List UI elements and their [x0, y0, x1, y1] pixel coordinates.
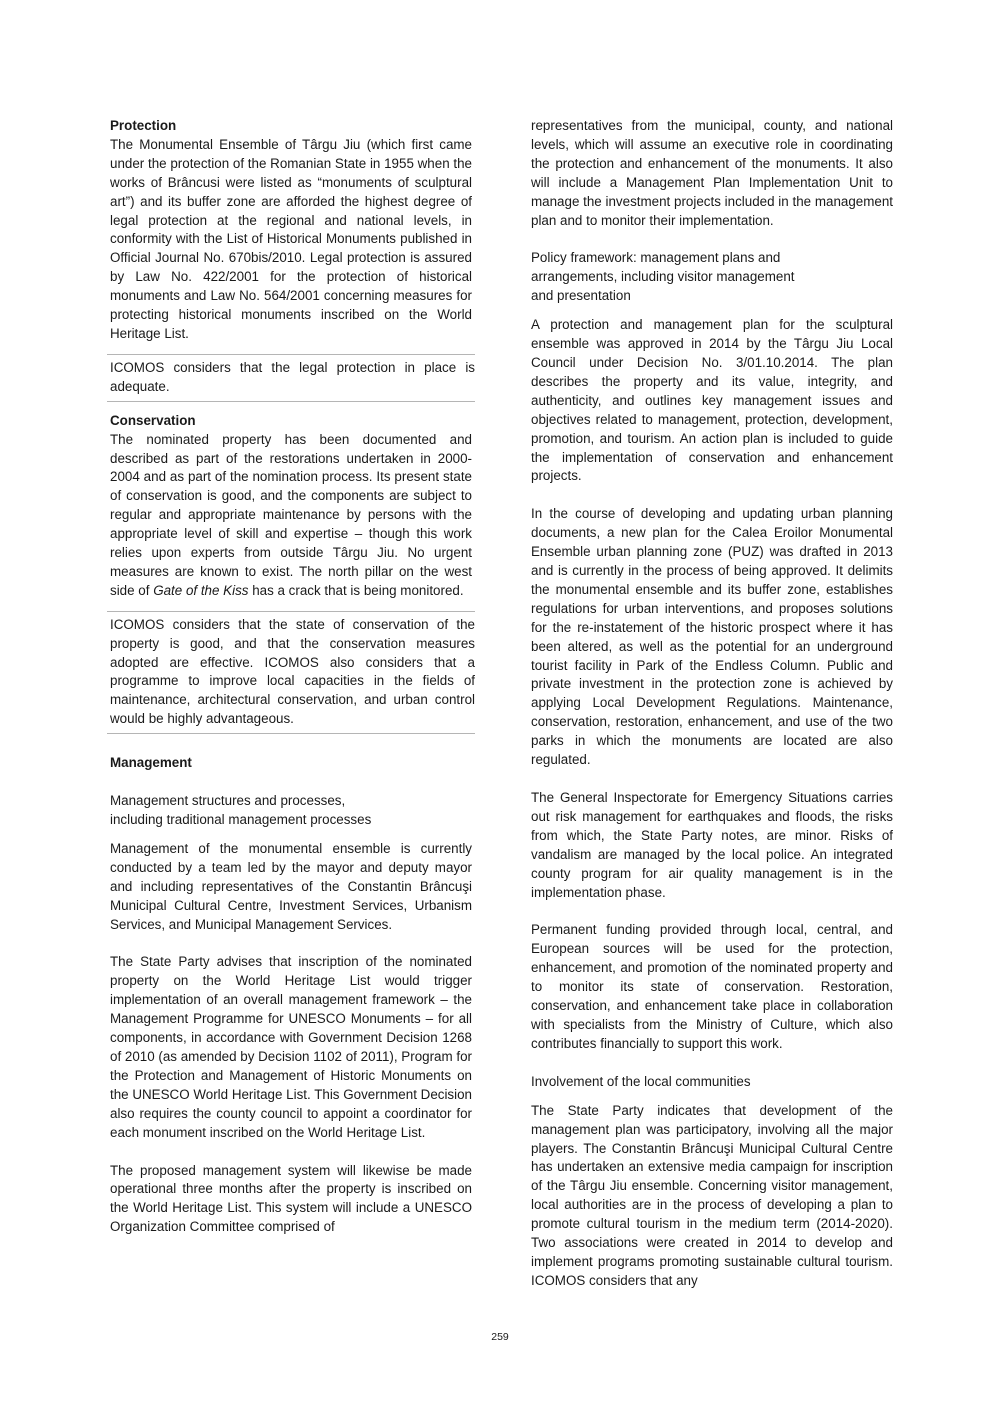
- policy-subheading-line1: Policy framework: management plans and: [531, 250, 781, 266]
- management-paragraph-3: The proposed management system will likewise be made operational three months after the property is inscribed on the World Heritage List. This system will include a UNESCO Organization Committee comprised of: [110, 1162, 472, 1235]
- right-paragraph-1: representatives from the municipal, county, and national levels, which will assume an executive role in coordinating the protection and enhancement of the monuments. It also will include a Management Plan Implementation Unit to manage the investment projects included in the management plan and to monitor their implementation.: [531, 118, 893, 228]
- conservation-text-before: The nominated property has been documented and described as part of the restorations undertaken in 2000-2004 and as part of the nomination process. Its present state of conservation is good, and the components are subject to regular and appropriate maintenance by persons with the appropriate level of skill and expertise – though this work relies upon experts from outside Târgu Jiu. No urgent measures are known to exist. The north pillar on the west side of: [110, 431, 472, 598]
- right-paragraph-3: In the course of developing and updating urban planning documents, a new plan for the Calea Eroilor Monumental Ensemble urban planning zone (PUZ) was drafted in 2013 and is currently in the process of being approved. It delimits the monumental ensemble and its buffer zone, establishes regulations for urban interventions, and proposes solutions for the re-instatement of the historic prospect where it has been altered, as well as the potential for an underground tourist facility in Park of the Endless Column. Public and private investment in the protection zone is achieved by applying Local Development Regulations. Maintenance, conservation, restoration, enhancement, and use of the two parks in which the monuments are located are also regulated.: [531, 506, 893, 768]
- conservation-icomos-box: [107, 611, 475, 734]
- page-number: 259: [491, 1331, 509, 1343]
- protection-heading: Protection: [110, 118, 177, 133]
- right-paragraph-6: The State Party indicates that development of the management plan was participatory, involving all the major players. The Constantin Brâncuşi Municipal Cultural Centre has undertaken an extensive media campaign for inscription of the Târgu Jiu ensemble. Concerning visitor management, local authorities are in the process of developing a plan to promote cultural tourism in the medium term (2014-2020). Two associations were created in 2014 to develop and implement programs promoting sustainable cultural tourism. ICOMOS considers that any: [531, 1102, 893, 1288]
- conservation-heading: Conservation: [110, 412, 196, 428]
- left-column: [110, 117, 475, 1237]
- involvement-subheading: Involvement of the local communities: [531, 1073, 751, 1089]
- conservation-text-italic: Gate of the Kiss: [153, 582, 249, 598]
- conservation-paragraph: [110, 431, 472, 601]
- right-column: [531, 117, 893, 1291]
- right-paragraph-5: Permanent funding provided through local, central, and European sources will be used for the protection, enhancement, and promotion of the nominated property and to monitor its state of conservation. Restoration, conservation, and enhancement take place in collaboration with specialists from the Ministry of Culture, which also contributes financially to support this work.: [531, 922, 893, 1051]
- management-subheading-line1: Management structures and processes,: [110, 793, 346, 809]
- protection-paragraph: The Monumental Ensemble of Târgu Jiu (which first came under the protection of the Romanian State in 1955 when the works of Brâncusi were listed as “monuments of sculptural art”) and its buffer zone are afforded the highest degree of legal protection at the regional and national levels, in conformity with the List of Historical Monuments published in Official Journal No. 670bis/2010. Legal protection is assured by Law No. 422/2001 for the protection of historical monuments and Law No. 564/2001 concerning measures for protecting historical monuments inscribed on the World Heritage List.: [110, 136, 472, 341]
- management-subheading-line2: including traditional management processes: [110, 812, 372, 827]
- conservation-icomos-text: ICOMOS considers that the state of conservation of the property is good, and that the conservation measures adopted are effective. ICOMOS also considers that a programme to improve local capacities in the fields of maintenance, architectural conservation, and urban control would be highly advantageous.: [110, 616, 475, 727]
- right-paragraph-2: A protection and management plan for the sculptural ensemble was approved in 2014 by the Târgu Jiu Local Council under Decision No. 3/01.10.2014. The plan describes the property and its value, integrity, and authenticity, and outlines key management issues and objectives related to management, protection, development, promotion, and tourism. An action plan is included to guide the implementation of conservation and enhancement projects.: [531, 317, 893, 484]
- protection-icomos-text: ICOMOS considers that the legal protection in place is adequate.: [110, 359, 475, 394]
- management-paragraph-2: The State Party advises that inscription of the nominated property on the World Heritage List would trigger implementation of an overall management framework – the Management Programme for UNESCO Monuments – for all components, in accordance with Government Decision 1268 of 2010 (as amended by Decision 1102 of 2011), Program for the Protection and Management of Historic Monuments on the UNESCO World Heritage List. This Government Decision also requires the county council to appoint a coordinator for each monument inscribed on the World Heritage List.: [110, 954, 473, 1140]
- policy-subheading-line3: and presentation: [531, 288, 631, 304]
- policy-subheading-line2: arrangements, including visitor management: [531, 269, 795, 285]
- management-heading: Management: [110, 755, 192, 771]
- conservation-text-after: has a crack that is being monitored.: [248, 582, 464, 598]
- protection-icomos-box: [107, 354, 475, 402]
- management-paragraph-1: Management of the monumental ensemble is currently conducted by a team led by the mayor and deputy mayor and including representatives of the Constantin Brâncuşi Municipal Cultural Centre, Investment Services, Urbanism Services, and Municipal Management Services.: [110, 840, 472, 932]
- right-paragraph-4: The General Inspectorate for Emergency Situations carries out risk management for earthquakes and floods, the risks from which, the State Party notes, are minor. Risks of vandalism are managed by the local police. An integrated county program for air quality management is in the implementation phase.: [531, 790, 893, 900]
